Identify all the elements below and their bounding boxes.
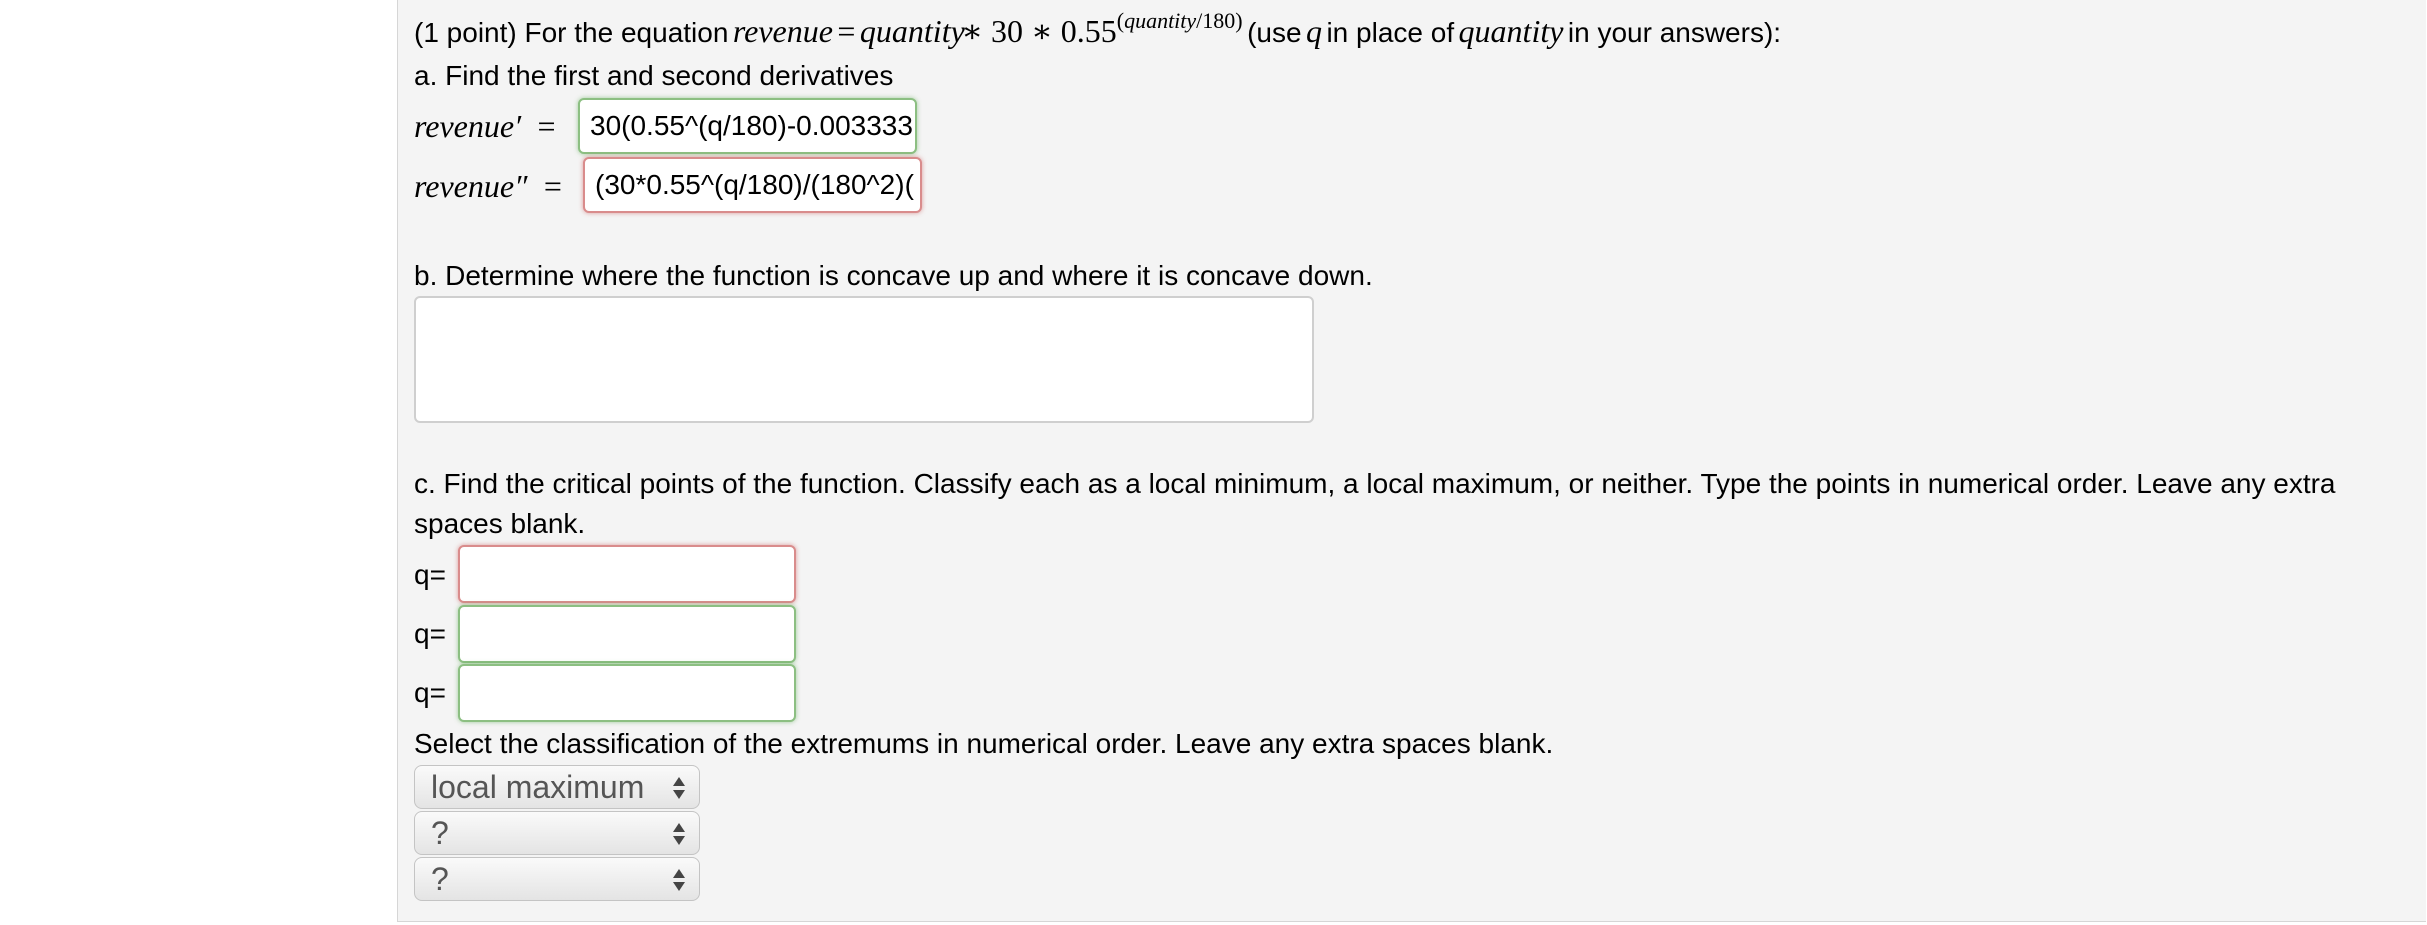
- classification-select-3[interactable]: [414, 857, 700, 901]
- equation-exponent: (quantity/180): [1116, 8, 1243, 33]
- q1-input[interactable]: [458, 545, 796, 603]
- classification-select-2[interactable]: [414, 811, 700, 855]
- first-derivative-label: revenue′: [414, 108, 522, 144]
- classification-select-2-value: ?: [431, 815, 449, 851]
- equation-lhs: revenue: [732, 13, 833, 49]
- q1-label: q=: [414, 559, 446, 590]
- part-c-prompt-line1: c. Find the critical points of the function. Classify each as a local minimum, a local maximum, or neither. Type the points in numerical order. Leave any extra: [414, 468, 2336, 499]
- select-arrows-icon: [671, 820, 687, 848]
- select-arrows-icon: [671, 866, 687, 894]
- q3-label: q=: [414, 677, 446, 708]
- problem-statement: [414, 8, 1782, 58]
- use-suffix: in your answers):: [1567, 17, 1782, 48]
- second-derivative-equals: =: [543, 168, 562, 204]
- equation-rhs-mid: ∗ 30 ∗ 0.55: [961, 13, 1117, 49]
- select-prompt: Select the classification of the extremums in numerical order. Leave any extra spaces blank.: [414, 728, 1554, 759]
- equation-rhs-var: quantity: [859, 13, 965, 49]
- first-derivative-input[interactable]: 30(0.55^(q/180)-0.003333: [578, 98, 917, 154]
- equation-equals: =: [837, 13, 856, 49]
- use-var: q: [1306, 13, 1322, 49]
- use-prefix: (use: [1247, 17, 1302, 48]
- part-b-prompt: b. Determine where the function is concave up and where it is concave down.: [414, 260, 1373, 291]
- q2-label: q=: [414, 618, 446, 649]
- select-arrows-icon: [671, 774, 687, 802]
- part-a-prompt: a. Find the first and second derivatives: [414, 60, 894, 91]
- points-label: (1 point) For the equation: [414, 17, 729, 48]
- use-mid: in place of: [1326, 17, 1455, 48]
- second-derivative-input[interactable]: (30*0.55^(q/180)/(180^2)(: [583, 157, 922, 213]
- use-var2: quantity: [1458, 13, 1564, 49]
- first-derivative-equals: =: [537, 108, 556, 144]
- classification-select-1-value: local maximum: [431, 769, 645, 805]
- second-derivative-row: [414, 164, 562, 208]
- classification-select-3-value: ?: [431, 861, 449, 897]
- part-c-prompt-line2: spaces blank.: [414, 508, 586, 539]
- first-derivative-row: [414, 104, 556, 148]
- classification-select-1[interactable]: [414, 765, 700, 809]
- second-derivative-label: revenue″: [414, 168, 528, 204]
- concavity-textarea[interactable]: [414, 296, 1314, 423]
- q3-input[interactable]: [458, 664, 796, 722]
- q2-input[interactable]: [458, 605, 796, 663]
